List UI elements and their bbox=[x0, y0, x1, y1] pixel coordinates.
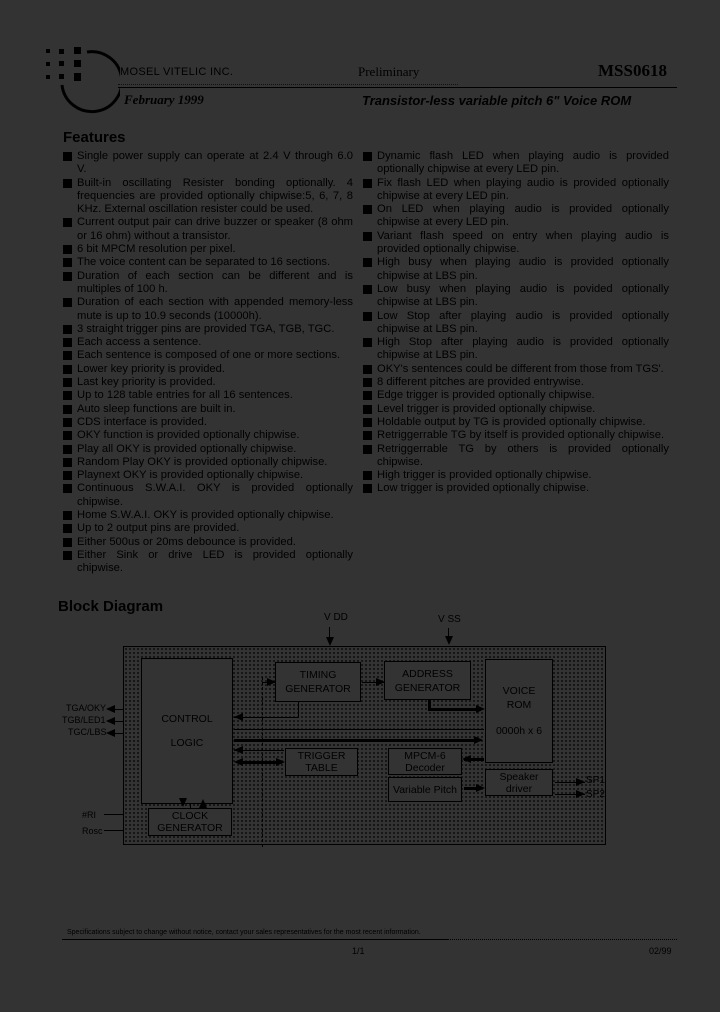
bidirectional-arrow-icon bbox=[106, 717, 115, 725]
square-bullet-icon bbox=[63, 551, 72, 560]
block-label: GENERATOR bbox=[394, 681, 461, 694]
feature-item: Playnext OKY is provided optionally chipwise. bbox=[63, 469, 353, 482]
pin-label-rosc: Rosc bbox=[82, 826, 103, 836]
footer-dotted-rule bbox=[447, 939, 677, 940]
feature-item: Low Stop after playing audio is provided optionally chipwise at LBS pin. bbox=[363, 310, 669, 337]
pin-label-sp2: SP2 bbox=[586, 789, 605, 800]
arrow-right-icon bbox=[576, 790, 585, 798]
bus-arrow-icon bbox=[234, 758, 243, 766]
block-label: ADDRESS bbox=[402, 667, 453, 680]
voice-rom-block bbox=[485, 659, 553, 763]
block-label: Decoder bbox=[405, 761, 445, 774]
square-bullet-icon bbox=[363, 431, 372, 440]
square-bullet-icon bbox=[363, 445, 372, 454]
document-subtitle: Transistor-less variable pitch 6" Voice ROM bbox=[362, 93, 632, 108]
square-bullet-icon bbox=[63, 511, 72, 520]
block-label: TRIGGER bbox=[297, 750, 346, 762]
bus-arrow-icon bbox=[476, 705, 485, 713]
block-label: ROM bbox=[506, 699, 532, 711]
square-bullet-icon bbox=[63, 272, 72, 281]
feature-item: The voice content can be separated to 16 sections. bbox=[63, 256, 353, 269]
square-bullet-icon bbox=[63, 538, 72, 547]
features-list-right bbox=[363, 150, 669, 496]
arrow-left-icon bbox=[234, 746, 243, 754]
block-diagram-heading: Block Diagram bbox=[58, 598, 164, 615]
company-name: MOSEL VITELIC INC. bbox=[120, 66, 234, 78]
feature-item: Low trigger is provided optionally chipwise. bbox=[363, 482, 669, 495]
timing-down-line bbox=[298, 702, 299, 718]
square-bullet-icon bbox=[363, 418, 372, 427]
block-label: CONTROL bbox=[161, 713, 213, 725]
feature-item: Up to 128 table entries for all 16 sentences. bbox=[63, 389, 353, 402]
features-heading: Features bbox=[63, 129, 126, 146]
pin-label-ri: #RI bbox=[82, 810, 97, 820]
bus-arrow-icon bbox=[462, 755, 471, 763]
pin-label-sp1: SP1 bbox=[586, 775, 605, 786]
block-label: Variable Pitch bbox=[392, 783, 457, 796]
square-bullet-icon bbox=[363, 365, 372, 374]
trigger-table-block bbox=[285, 748, 358, 776]
data-bus bbox=[234, 739, 474, 742]
square-bullet-icon bbox=[363, 232, 372, 241]
square-bullet-icon bbox=[63, 524, 72, 533]
square-bullet-icon bbox=[63, 471, 72, 480]
features-list-left bbox=[63, 150, 353, 576]
feature-item: Either 500us or 20ms debounce is provided. bbox=[63, 536, 353, 549]
arrow-up-icon bbox=[199, 799, 207, 808]
feature-item: Current output pair can drive buzzer or speaker (8 ohm or 16 ohm) without a transistor. bbox=[63, 216, 353, 243]
feature-item: Duration of each section can be different and is multiples of 100 h. bbox=[63, 270, 353, 297]
feature-item: High busy when playing audio is provided optionally chipwise at LBS pin. bbox=[363, 256, 669, 283]
pin-label-tga-oky: TGA/OKY bbox=[66, 703, 107, 713]
bus-arrow-icon bbox=[476, 784, 485, 792]
feature-item: Continuous S.W.A.I. OKY is provided optionally chipwise. bbox=[63, 482, 353, 509]
footer-date-code: 02/99 bbox=[649, 946, 672, 956]
square-bullet-icon bbox=[63, 431, 72, 440]
pin-label-tgc-lbs: TGC/LBS bbox=[68, 727, 107, 737]
square-bullet-icon bbox=[363, 378, 372, 387]
control-logic-block bbox=[141, 658, 233, 804]
square-bullet-icon bbox=[363, 312, 372, 321]
clock-generator-block bbox=[148, 808, 232, 836]
variable-pitch-block bbox=[388, 777, 462, 802]
feature-item: OKY function is provided optionally chipwise. bbox=[63, 429, 353, 442]
feature-item: Retriggerrable TG by itself is provided optionally chipwise. bbox=[363, 429, 669, 442]
square-bullet-icon bbox=[63, 351, 72, 360]
square-bullet-icon bbox=[63, 258, 72, 267]
bidirectional-arrow-icon bbox=[106, 705, 115, 713]
bidirectional-arrow-icon bbox=[106, 729, 115, 737]
square-bullet-icon bbox=[63, 298, 72, 307]
document-status: Preliminary bbox=[358, 64, 420, 79]
feature-item: Holdable output by TG is provided optionally chipwise. bbox=[363, 416, 669, 429]
square-bullet-icon bbox=[63, 325, 72, 334]
square-bullet-icon bbox=[63, 418, 72, 427]
square-bullet-icon bbox=[63, 365, 72, 374]
square-bullet-icon bbox=[63, 218, 72, 227]
feature-item: Either Sink or drive LED is provided optionally chipwise. bbox=[63, 549, 353, 576]
square-bullet-icon bbox=[363, 405, 372, 414]
address-line bbox=[234, 729, 484, 730]
address-bus bbox=[428, 708, 478, 711]
square-bullet-icon bbox=[63, 391, 72, 400]
block-label: CLOCK bbox=[171, 810, 209, 822]
square-bullet-icon bbox=[363, 285, 372, 294]
mpcm-decoder-block bbox=[388, 748, 462, 775]
square-bullet-icon bbox=[363, 205, 372, 214]
vss-label: V SS bbox=[438, 614, 461, 625]
square-bullet-icon bbox=[363, 179, 372, 188]
feature-item: Last key priority is provided. bbox=[63, 376, 353, 389]
chip-boundary bbox=[123, 646, 606, 845]
header-rule bbox=[118, 87, 677, 88]
feature-item: 3 straight trigger pins are provided TGA, TGB, TGC. bbox=[63, 323, 353, 336]
block-label: TABLE bbox=[305, 762, 338, 774]
feature-item: Auto sleep functions are built in. bbox=[63, 403, 353, 416]
footer-disclaimer: Specifications subject to change without notice, contact your sales representatives for the most recent information. bbox=[67, 929, 421, 936]
block-label: LOGIC bbox=[170, 737, 204, 749]
feature-item: 6 bit MPCM resolution per pixel. bbox=[63, 243, 353, 256]
timing-to-control-line bbox=[234, 717, 299, 718]
pin-label-tgb-led1: TGB/LED1 bbox=[62, 715, 106, 725]
feature-item: High trigger is provided optionally chipwise. bbox=[363, 469, 669, 482]
mosel-vitelic-logo-icon bbox=[40, 38, 120, 118]
block-label: driver bbox=[505, 782, 533, 795]
square-bullet-icon bbox=[63, 378, 72, 387]
square-bullet-icon bbox=[63, 445, 72, 454]
square-bullet-icon bbox=[363, 471, 372, 480]
feature-item: Variant flash speed on entry when playing audio is provided optionally chipwise. bbox=[363, 230, 669, 257]
part-number: MSS0618 bbox=[598, 61, 667, 80]
feature-item: CDS interface is provided. bbox=[63, 416, 353, 429]
feature-item: Up to 2 output pins are provided. bbox=[63, 522, 353, 535]
square-bullet-icon bbox=[63, 484, 72, 493]
block-label: TIMING bbox=[299, 669, 337, 681]
header-dotted-rule bbox=[118, 84, 458, 86]
feature-item: Low busy when playing audio is povided optionally chipwise at LBS pin. bbox=[363, 283, 669, 310]
feature-item: Duration of each section with appended memory-less mute is up to 10.9 seconds (10000h). bbox=[63, 296, 353, 323]
square-bullet-icon bbox=[63, 152, 72, 161]
feature-item: Edge trigger is provided optionally chipwise. bbox=[363, 389, 669, 402]
arrow-down-icon bbox=[179, 798, 187, 807]
block-label: VOICE bbox=[502, 685, 536, 697]
timing-generator-block bbox=[275, 662, 361, 702]
block-label: GENERATOR bbox=[285, 683, 351, 695]
bus-arrow-icon bbox=[276, 758, 285, 766]
bus-arrow-icon bbox=[474, 736, 483, 744]
arrow-left-icon bbox=[234, 713, 243, 721]
feature-item: Random Play OKY is provided optionally chipwise. bbox=[63, 456, 353, 469]
feature-item: On LED when playing audio is provided optionally chipwise at every LED pin. bbox=[363, 203, 669, 230]
square-bullet-icon bbox=[363, 258, 372, 267]
page-number: 1/1 bbox=[352, 946, 365, 956]
feature-item: Dynamic flash LED when playing audio is provided optionally chipwise at every LED pin. bbox=[363, 150, 669, 177]
document-date: February 1999 bbox=[124, 92, 204, 107]
address-generator-block bbox=[384, 661, 471, 700]
square-bullet-icon bbox=[363, 484, 372, 493]
arrow-right-icon bbox=[376, 678, 385, 686]
square-bullet-icon bbox=[63, 245, 72, 254]
feature-item: Each access a sentence. bbox=[63, 336, 353, 349]
feature-item: 8 different pitches are provided entrywise. bbox=[363, 376, 669, 389]
feature-item: Each sentence is composed of one or more sections. bbox=[63, 349, 353, 362]
vdd-label: V DD bbox=[324, 612, 348, 623]
square-bullet-icon bbox=[363, 338, 372, 347]
clock-to-control-line bbox=[190, 804, 191, 808]
square-bullet-icon bbox=[63, 338, 72, 347]
feature-item: Play all OKY is provided optionally chipwise. bbox=[63, 443, 353, 456]
block-label: 0000h x 6 bbox=[495, 725, 543, 737]
square-bullet-icon bbox=[63, 458, 72, 467]
pitch-to-driver-bus bbox=[464, 787, 476, 790]
block-label: GENERATOR bbox=[157, 822, 223, 834]
block-label: MPCM-6 bbox=[404, 749, 446, 762]
feature-item: Single power supply can operate at 2.4 V through 6.0 V. bbox=[63, 150, 353, 177]
footer-rule bbox=[62, 939, 447, 940]
square-bullet-icon bbox=[363, 391, 372, 400]
feature-item: Retriggerrable TG by others is provided optionally chipwise. bbox=[363, 443, 669, 470]
vss-arrow-icon bbox=[445, 636, 453, 645]
feature-item: High Stop after playing audio is provided optionally chipwise at LBS pin. bbox=[363, 336, 669, 363]
block-label: Speaker bbox=[499, 770, 539, 783]
speaker-driver-block bbox=[485, 769, 553, 796]
arrow-right-icon bbox=[267, 678, 276, 686]
vdd-arrow-icon bbox=[326, 637, 334, 646]
feature-item: Level trigger is provided optionally chipwise. bbox=[363, 403, 669, 416]
arrow-right-icon bbox=[576, 778, 585, 786]
feature-item: Lower key priority is provided. bbox=[63, 363, 353, 376]
square-bullet-icon bbox=[63, 179, 72, 188]
feature-item: Built-in oscillating Resister bonding optionally. 4 frequencies are provided optionally chipwise:5, 6, 7, 8 KHz. External oscillation resister could be used. bbox=[63, 177, 353, 217]
feature-item: Home S.W.A.I. OKY is provided optionally chipwise. bbox=[63, 509, 353, 522]
feature-item: OKY's sentences could be different from those from TGS'. bbox=[363, 363, 669, 376]
square-bullet-icon bbox=[63, 405, 72, 414]
feature-item: Fix flash LED when playing audio is provided optionally chipwise at every LED pin. bbox=[363, 177, 669, 204]
square-bullet-icon bbox=[363, 152, 372, 161]
